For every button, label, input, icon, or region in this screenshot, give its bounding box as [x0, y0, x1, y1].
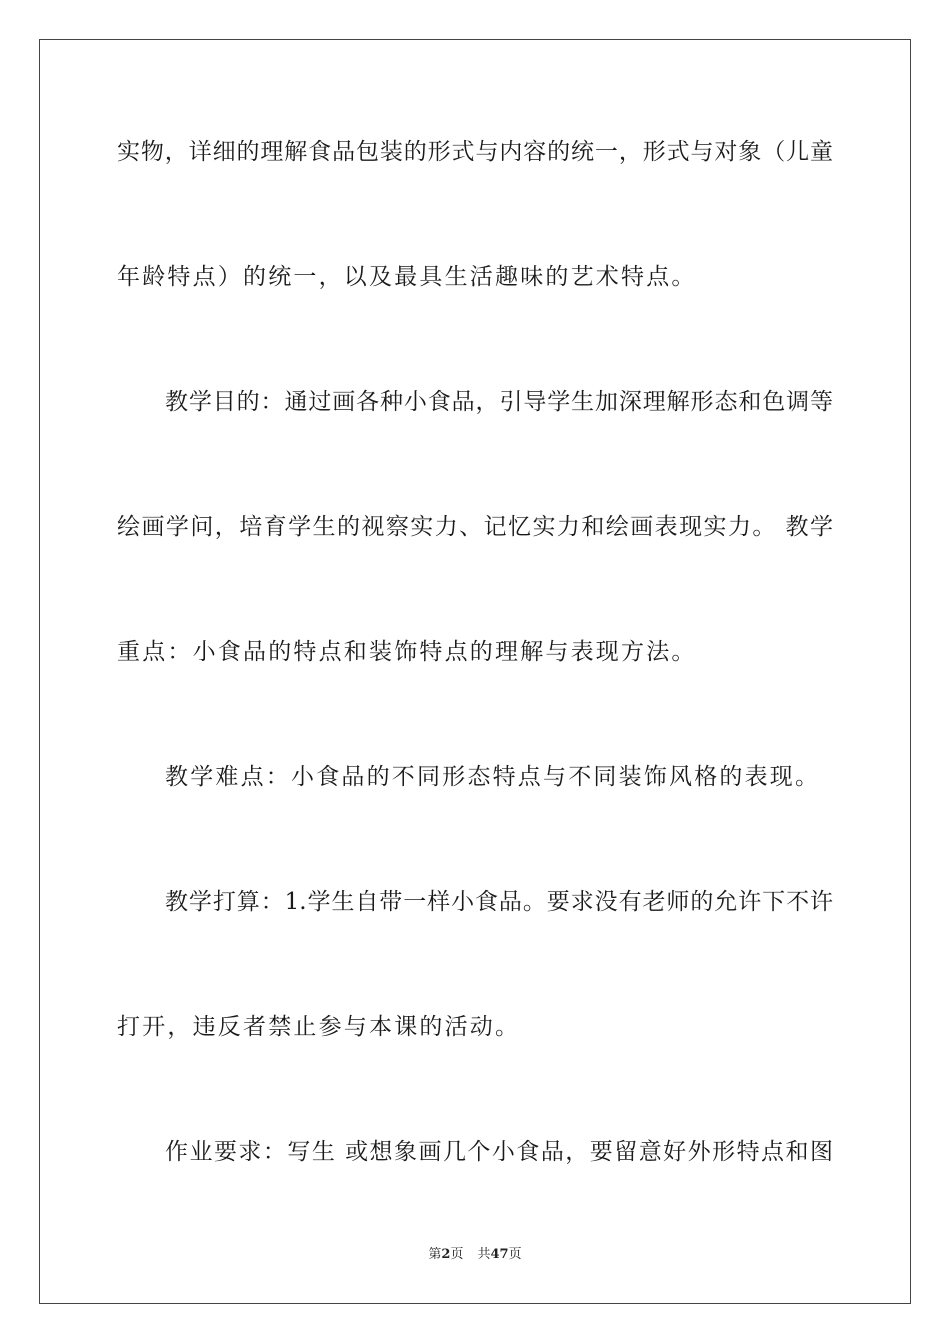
body-line-2: 年龄特点）的统一，以及最具生活趣味的艺术特点。 [117, 264, 697, 290]
body-line-8: 打开，违反者禁止参与本课的活动。 [117, 1014, 521, 1040]
body-line-1: 实物，详细的理解食品包装的形式与内容的统一，形式与对象（儿童 [117, 139, 833, 165]
page-number: 2 [441, 1247, 451, 1262]
page-border [39, 39, 911, 1304]
body-line-3: 教学目的：通过画各种小食品，引导学生加深理解形态和色调等 [165, 389, 833, 415]
body-line-7: 教学打算：1.学生自带一样小食品。要求没有老师的允许下不许 [165, 889, 833, 915]
body-line-5: 重点：小食品的特点和装饰特点的理解与表现方法。 [117, 639, 697, 665]
page-suffix: 页 [450, 1247, 464, 1262]
body-line-9: 作业要求：写生 或想象画几个小食品，要留意好外形特点和图 [165, 1139, 833, 1165]
total-suffix: 页 [508, 1247, 522, 1262]
total-prefix: 共 [477, 1247, 491, 1262]
page-footer [0, 1246, 950, 1264]
page-prefix: 第 [428, 1247, 442, 1262]
body-line-6: 教学难点：小食品的不同形态特点与不同装饰风格的表现。 [165, 764, 821, 790]
body-line-4: 绘画学问，培育学生的视察实力、记忆实力和绘画表现实力。 教学 [117, 514, 833, 540]
total-pages: 47 [490, 1247, 509, 1262]
